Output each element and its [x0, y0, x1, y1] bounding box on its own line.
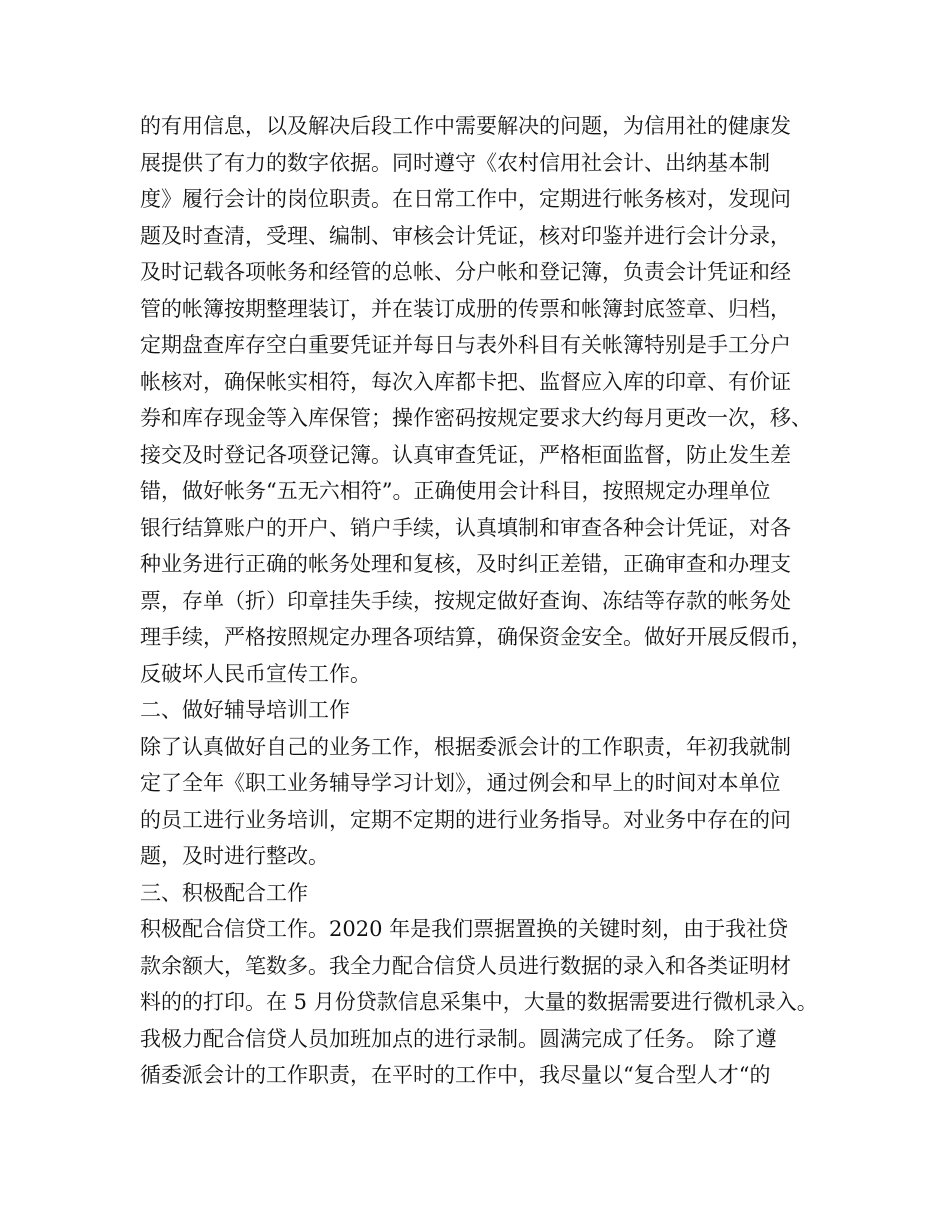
text-line: 的员工进行业务培训，定期不定期的进行业务指导。对业务中存在的问	[140, 807, 791, 832]
text-line: 管的帐簿按期整理装订，并在装订成册的传票和帐簿封底签章、归档，	[140, 296, 791, 321]
text-line: 接交及时登记各项登记簿。认真审查凭证，严格柜面监督，防止发生差	[140, 442, 791, 467]
text-line: 及时记载各项帐务和经管的总帐、分户帐和登记簿，负责会计凭证和经	[140, 260, 791, 284]
text-line: 定了全年《职工业务辅导学习计划》，通过例会和早上的时间对本单位	[140, 771, 781, 795]
text-line: 款余额大，笔数多。我全力配合信贷人员进行数据的录入和各类证明材	[140, 953, 791, 978]
text-line: 的有用信息，以及解决后段工作中需要解决的问题，为信用社的健康发	[140, 114, 791, 138]
text-line: 种业务进行正确的帐务处理和复核，及时纠正差错，正确审查和办理支	[140, 552, 791, 576]
text-line: 券和库存现金等入库保管；操作密码按规定要求大约每月更改一次，移、	[140, 406, 812, 430]
text-line: 除了认真做好自己的业务工作，根据委派会计的工作职责，年初我就制	[140, 734, 791, 759]
text-line: 题，及时进行整改。	[140, 844, 329, 868]
text-line: 度》履行会计的岗位职责。在日常工作中，定期进行帐务核对，发现问	[140, 187, 791, 211]
text-line: 帐核对，确保帐实相符，每次入库都卡把、监督应入库的印章、有价证	[140, 369, 791, 394]
text-line: 银行结算账户的开户、销户手续，认真填制和审查各种会计凭证，对各	[140, 515, 791, 540]
section-heading: 二、做好辅导培训工作	[140, 698, 350, 722]
text-line: 题及时查清，受理、编制、审核会计凭证，核对印鉴并进行会计分录，	[140, 223, 791, 248]
document-body	[140, 108, 820, 1094]
text-line: 定期盘查库存空白重要凭证并每日与表外科目有关帐簿特别是手工分户	[140, 333, 791, 357]
text-line: 票，存单（折）印章挂失手续，按规定做好查询、冻结等存款的帐务处	[140, 588, 791, 613]
text-line: 反破坏人民币宣传工作。	[140, 661, 371, 686]
text-line: 循委派会计的工作职责，在平时的工作中，我尽量以“复合型人才“的	[140, 1063, 771, 1087]
section-heading: 三、积极配合工作	[140, 880, 308, 905]
text-line: 理手续，严格按照规定办理各项结算，确保资金安全。做好开展反假币，	[140, 625, 812, 649]
text-line: 展提供了有力的数字依据。同时遵守《农村信用社会计、出纳基本制	[140, 150, 770, 175]
text-line: 我极力配合信贷人员加班加点的进行录制。圆满完成了任务。 除了遵	[140, 1026, 777, 1051]
text-line: 积极配合信贷工作。2020 年是我们票据置换的关键时刻，由于我社贷	[140, 917, 789, 941]
text-line: 料的的打印。在 5 月份贷款信息采集中，大量的数据需要进行微机录入。	[140, 990, 818, 1014]
text-line: 错，做好帐务“五无六相符”。正确使用会计科目，按照规定办理单位	[140, 479, 771, 503]
